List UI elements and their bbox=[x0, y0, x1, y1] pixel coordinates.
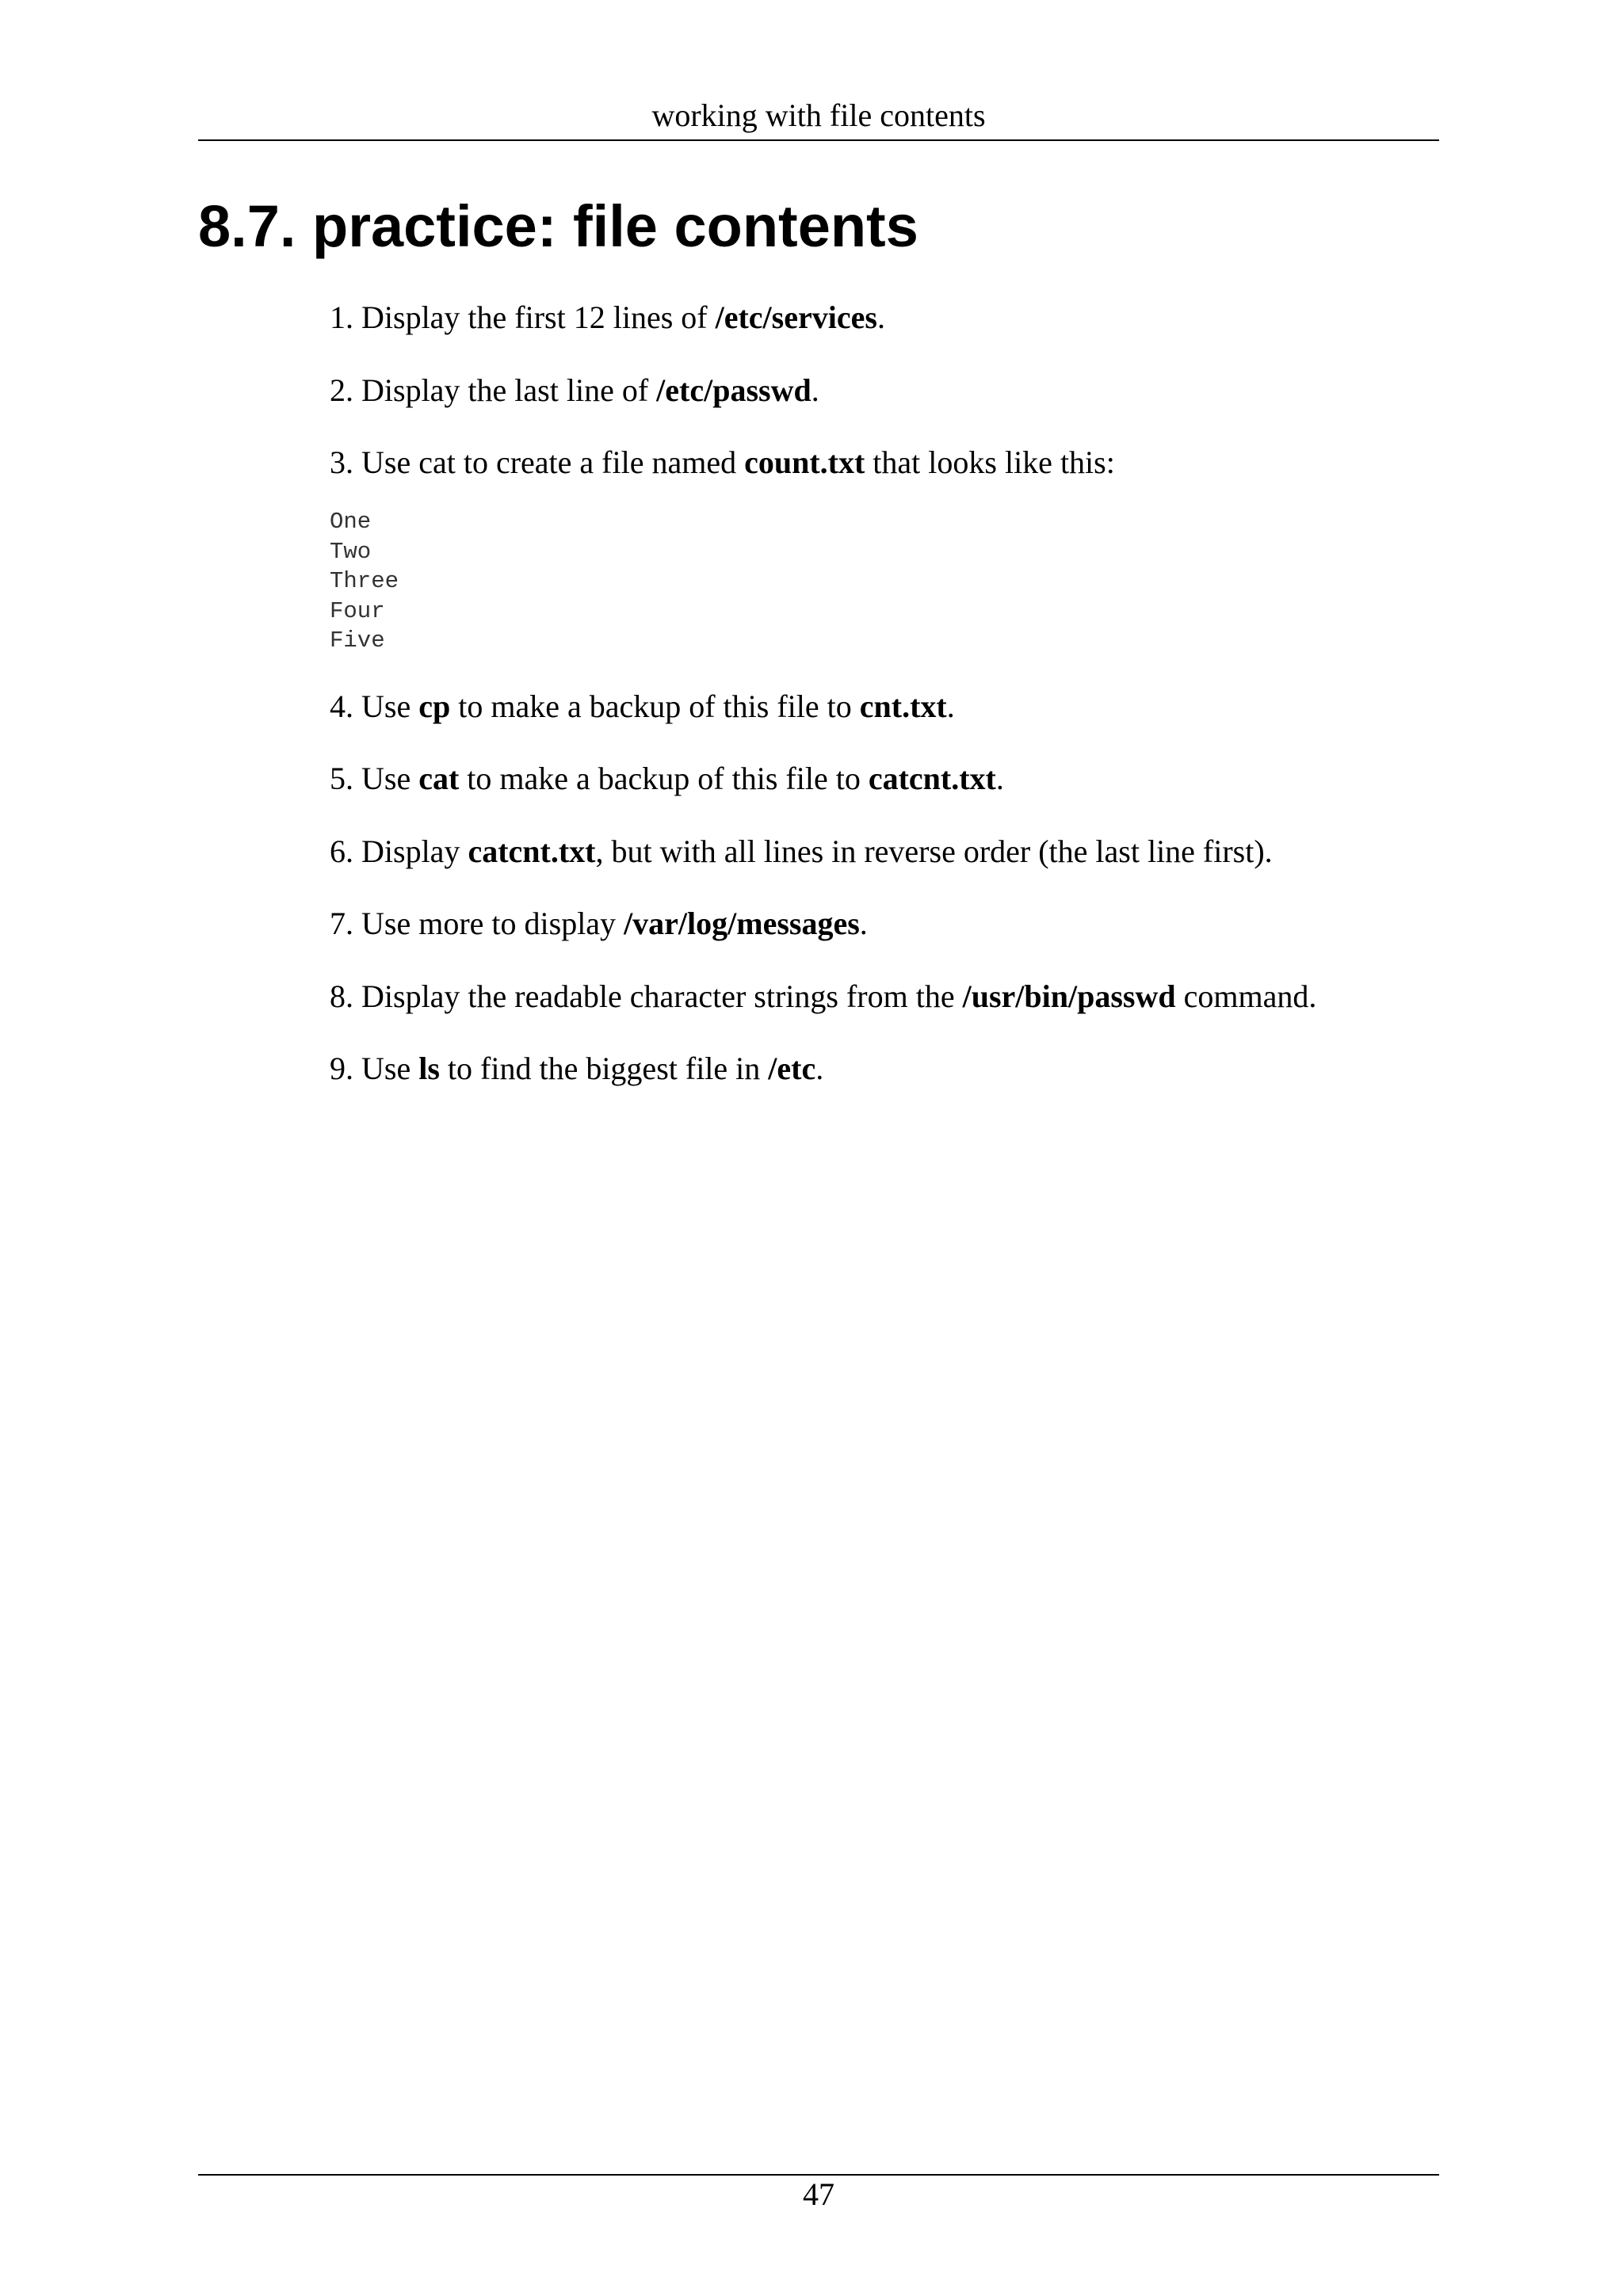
code-block bbox=[330, 507, 399, 656]
code-line: Five bbox=[330, 627, 385, 654]
section-title: 8.7. practice: file contents bbox=[198, 193, 918, 259]
code-line: Two bbox=[330, 538, 372, 565]
exercise-text: Display the readable character strings from the bbox=[361, 978, 963, 1014]
exercise-text: Use more to display bbox=[361, 906, 624, 941]
exercise-number: 6. bbox=[330, 833, 361, 869]
exercise-text: Use bbox=[361, 761, 419, 796]
exercise-text: . bbox=[946, 688, 955, 724]
exercise-text: . bbox=[811, 372, 819, 408]
exercise-4 bbox=[330, 685, 955, 729]
command-name: cp bbox=[418, 688, 451, 724]
exercise-number: 8. bbox=[330, 978, 361, 1014]
file-name: catcnt.txt bbox=[868, 761, 996, 796]
exercise-number: 4. bbox=[330, 688, 361, 724]
exercise-text: to make a backup of this file to bbox=[459, 761, 869, 796]
exercise-text: Use bbox=[361, 1051, 419, 1086]
exercise-3 bbox=[330, 441, 1115, 485]
file-path: /usr/bin/passwd bbox=[962, 978, 1176, 1014]
exercise-number: 9. bbox=[330, 1051, 361, 1086]
exercise-text: Display bbox=[361, 833, 468, 869]
exercise-number: 3. bbox=[330, 444, 361, 480]
exercise-text: . bbox=[859, 906, 868, 941]
exercise-text: command. bbox=[1175, 978, 1317, 1014]
exercise-text: Display the last line of bbox=[361, 372, 657, 408]
file-path: /etc/services bbox=[715, 299, 877, 335]
exercise-1 bbox=[330, 296, 885, 340]
exercise-2 bbox=[330, 368, 819, 413]
exercise-text: to find the biggest file in bbox=[439, 1051, 769, 1086]
file-name: cnt.txt bbox=[859, 688, 947, 724]
exercise-text: to make a backup of this file to bbox=[450, 688, 860, 724]
exercise-number: 1. bbox=[330, 299, 361, 335]
file-path: /etc/passwd bbox=[656, 372, 812, 408]
exercise-text: Use cat to create a file named bbox=[361, 444, 745, 480]
page-number: 47 bbox=[803, 2176, 834, 2212]
code-line: Four bbox=[330, 597, 385, 624]
directory-path: /etc bbox=[768, 1051, 816, 1086]
exercise-5 bbox=[330, 757, 1004, 801]
exercise-7 bbox=[330, 902, 868, 946]
exercise-number: 2. bbox=[330, 372, 361, 408]
exercise-9 bbox=[330, 1047, 823, 1091]
exercise-text: . bbox=[815, 1051, 824, 1086]
command-name: ls bbox=[418, 1051, 440, 1086]
exercise-number: 7. bbox=[330, 906, 361, 941]
command-name: cat bbox=[418, 761, 460, 796]
file-name: count.txt bbox=[744, 444, 865, 480]
exercise-text: Use bbox=[361, 688, 419, 724]
file-name: catcnt.txt bbox=[468, 833, 596, 869]
code-line: One bbox=[330, 509, 372, 535]
exercise-6 bbox=[330, 830, 1273, 874]
file-path: /var/log/messages bbox=[624, 906, 860, 941]
running-header: working with file contents bbox=[651, 97, 986, 133]
header-rule bbox=[198, 139, 1439, 141]
exercise-text: Display the first 12 lines of bbox=[361, 299, 716, 335]
exercise-text: . bbox=[995, 761, 1004, 796]
code-line: Three bbox=[330, 568, 399, 594]
exercise-text: that looks like this: bbox=[865, 444, 1115, 480]
exercise-text: , but with all lines in reverse order (the last line first). bbox=[595, 833, 1273, 869]
exercise-8 bbox=[330, 974, 1316, 1019]
exercise-number: 5. bbox=[330, 761, 361, 796]
exercise-text: . bbox=[876, 299, 885, 335]
